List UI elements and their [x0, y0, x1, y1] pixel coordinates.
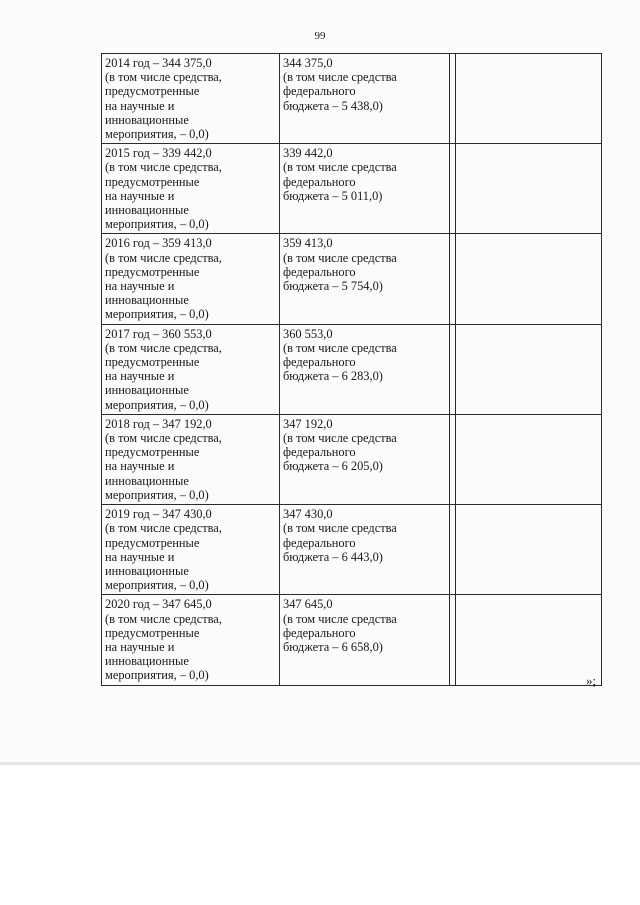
year-total-line: инновационные [105, 654, 189, 669]
federal-budget-line: 339 442,0 [283, 146, 333, 161]
federal-budget-line: (в том числе средства [283, 70, 397, 85]
page-number: 99 [314, 30, 326, 42]
year-total-line: на научные и [105, 459, 175, 474]
year-total-line: предусмотренные [105, 445, 200, 460]
funding-table-body [102, 54, 602, 686]
year-total-line: 2015 год – 339 442,0 [105, 146, 212, 161]
federal-budget-line: бюджета – 5 011,0) [283, 188, 383, 203]
year-total-line: предусмотренные [105, 264, 200, 279]
federal-budget-cell [280, 505, 450, 595]
year-total-line: инновационные [105, 383, 189, 398]
year-total-line: 2017 год – 360 553,0 [105, 326, 212, 341]
table-row [102, 54, 602, 144]
federal-budget-line: (в том числе средства [283, 431, 397, 446]
federal-budget-line: федерального [283, 84, 356, 99]
year-total-line: предусмотренные [105, 535, 200, 550]
year-total-line: на научные и [105, 279, 175, 294]
year-total-cell [102, 595, 280, 685]
year-total-line: инновационные [105, 293, 189, 308]
year-total-line: (в том числе средства, [105, 160, 222, 175]
year-total-line: на научные и [105, 549, 175, 564]
empty-cell [456, 414, 602, 504]
year-total-line: 2020 год – 347 645,0 [105, 597, 212, 612]
year-total-line: инновационные [105, 203, 189, 218]
year-total-line: предусмотренные [105, 355, 200, 370]
federal-budget-line: бюджета – 6 658,0) [283, 639, 383, 654]
year-total-line: (в том числе средства, [105, 521, 222, 536]
year-total-line: на научные и [105, 639, 175, 654]
year-total-line: предусмотренные [105, 84, 200, 99]
year-total-line: (в том числе средства, [105, 250, 222, 265]
year-total-line: (в том числе средства, [105, 611, 222, 626]
federal-budget-line: федерального [283, 355, 356, 370]
year-total-line: предусмотренные [105, 625, 200, 640]
federal-budget-line: федерального [283, 625, 356, 640]
closing-quote-mark: »; [586, 673, 597, 688]
year-total-line: мероприятия, – 0,0) [105, 127, 209, 142]
year-total-line: предусмотренные [105, 174, 200, 189]
table-row [102, 505, 602, 595]
federal-budget-line: бюджета – 5 754,0) [283, 279, 383, 294]
federal-budget-line: бюджета – 6 283,0) [283, 369, 383, 384]
federal-budget-line: бюджета – 6 443,0) [283, 549, 383, 564]
federal-budget-line: (в том числе средства [283, 250, 397, 265]
year-total-line: инновационные [105, 563, 189, 578]
table-row [102, 324, 602, 414]
table-row [102, 414, 602, 504]
empty-cell [456, 234, 602, 324]
year-total-line: (в том числе средства, [105, 431, 222, 446]
federal-budget-line: (в том числе средства [283, 611, 397, 626]
federal-budget-line: федерального [283, 535, 356, 550]
empty-cell [456, 595, 602, 685]
year-total-line: мероприятия, – 0,0) [105, 668, 209, 683]
table-row [102, 234, 602, 324]
year-total-line: (в том числе средства, [105, 70, 222, 85]
federal-budget-line: (в том числе средства [283, 160, 397, 175]
federal-budget-line: 347 430,0 [283, 507, 333, 522]
year-total-line: 2019 год – 347 430,0 [105, 507, 212, 522]
federal-budget-line: 347 645,0 [283, 597, 333, 612]
federal-budget-cell [280, 144, 450, 234]
federal-budget-line: 359 413,0 [283, 236, 333, 251]
federal-budget-cell [280, 595, 450, 685]
table-row [102, 144, 602, 234]
federal-budget-line: бюджета – 5 438,0) [283, 98, 383, 113]
year-total-line: (в том числе средства, [105, 340, 222, 355]
empty-cell [456, 54, 602, 144]
year-total-cell [102, 54, 280, 144]
year-total-line: 2014 год – 344 375,0 [105, 56, 212, 70]
year-total-line: инновационные [105, 473, 189, 488]
federal-budget-line: 347 192,0 [283, 416, 333, 431]
federal-budget-line: федерального [283, 445, 356, 460]
federal-budget-line: федерального [283, 174, 356, 189]
year-total-line: мероприятия, – 0,0) [105, 397, 209, 412]
year-total-line: мероприятия, – 0,0) [105, 578, 209, 593]
year-total-cell [102, 414, 280, 504]
year-total-line: на научные и [105, 188, 175, 203]
year-total-line: 2018 год – 347 192,0 [105, 416, 212, 431]
year-total-line: мероприятия, – 0,0) [105, 217, 209, 232]
federal-budget-line: (в том числе средства [283, 340, 397, 355]
federal-budget-line: 360 553,0 [283, 326, 333, 341]
empty-cell [456, 144, 602, 234]
scan-bottom-edge [0, 762, 640, 765]
federal-budget-cell [280, 414, 450, 504]
empty-cell [456, 324, 602, 414]
federal-budget-line: федерального [283, 264, 356, 279]
year-total-line: на научные и [105, 369, 175, 384]
federal-budget-cell [280, 54, 450, 144]
federal-budget-cell [280, 324, 450, 414]
table-row [102, 595, 602, 685]
year-total-line: мероприятия, – 0,0) [105, 487, 209, 502]
federal-budget-line: бюджета – 6 205,0) [283, 459, 383, 474]
funding-table [101, 53, 602, 686]
year-total-line: на научные и [105, 98, 175, 113]
year-total-line: инновационные [105, 112, 189, 127]
year-total-cell [102, 144, 280, 234]
year-total-line: мероприятия, – 0,0) [105, 307, 209, 322]
federal-budget-line: 344 375,0 [283, 56, 333, 70]
year-total-cell [102, 324, 280, 414]
year-total-line: 2016 год – 359 413,0 [105, 236, 212, 251]
empty-cell [456, 505, 602, 595]
federal-budget-cell [280, 234, 450, 324]
federal-budget-line: (в том числе средства [283, 521, 397, 536]
year-total-cell [102, 234, 280, 324]
year-total-cell [102, 505, 280, 595]
